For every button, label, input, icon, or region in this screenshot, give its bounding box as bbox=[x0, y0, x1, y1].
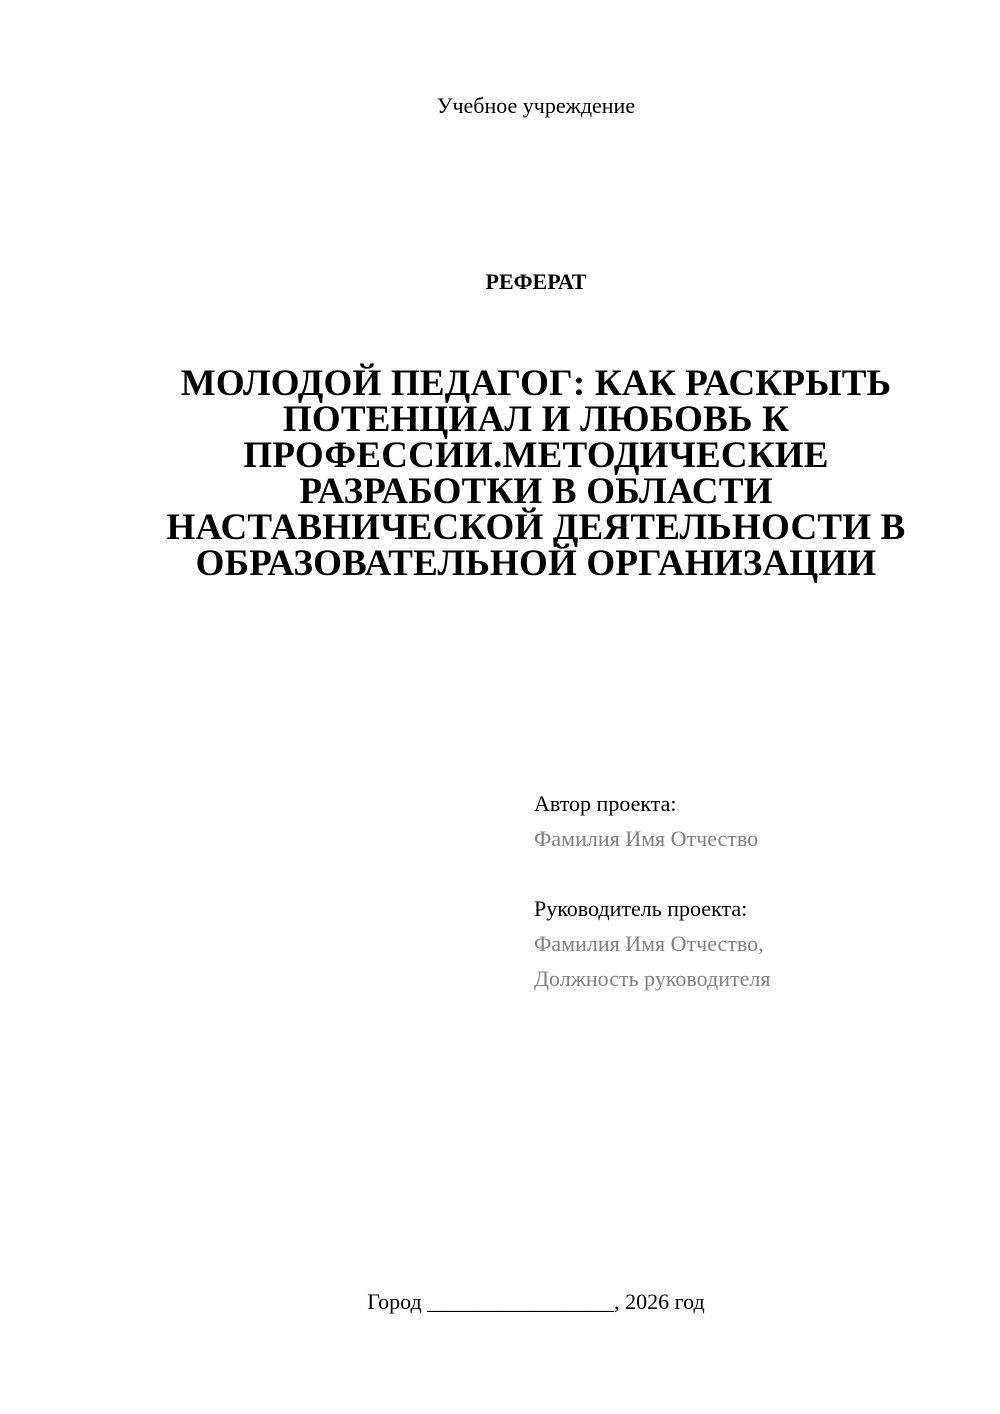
title-line: ОБРАЗОВАТЕЛЬНОЙ ОРГАНИЗАЦИИ bbox=[195, 543, 877, 584]
author-label: Автор проекта: bbox=[534, 791, 677, 816]
title-line: ПРОФЕССИИ.МЕТОДИЧЕСКИЕ bbox=[243, 435, 829, 476]
supervisor-name: Фамилия Имя Отчество, bbox=[534, 931, 764, 956]
title-line: НАСТАВНИЧЕСКОЙ ДЕЯТЕЛЬНОСТИ В bbox=[166, 507, 906, 548]
supervisor-position: Должность руководителя bbox=[534, 966, 771, 991]
title-line: ПОТЕНЦИАЛ И ЛЮБОВЬ К bbox=[282, 399, 790, 440]
city-year-line: Город _________________, 2026 год bbox=[367, 1289, 705, 1314]
document-title bbox=[150, 363, 922, 584]
title-line: МОЛОДОЙ ПЕДАГОГ: КАК РАСКРЫТЬ bbox=[180, 363, 892, 404]
institution-name: Учебное учреждение bbox=[436, 93, 636, 118]
supervisor-label: Руководитель проекта: bbox=[534, 896, 748, 921]
supervisor-block bbox=[534, 891, 770, 996]
author-name: Фамилия Имя Отчество bbox=[534, 826, 759, 851]
title-line: РАЗРАБОТКИ В ОБЛАСТИ bbox=[299, 471, 773, 512]
document-type: РЕФЕРАТ bbox=[485, 269, 587, 294]
author-block bbox=[534, 786, 758, 856]
